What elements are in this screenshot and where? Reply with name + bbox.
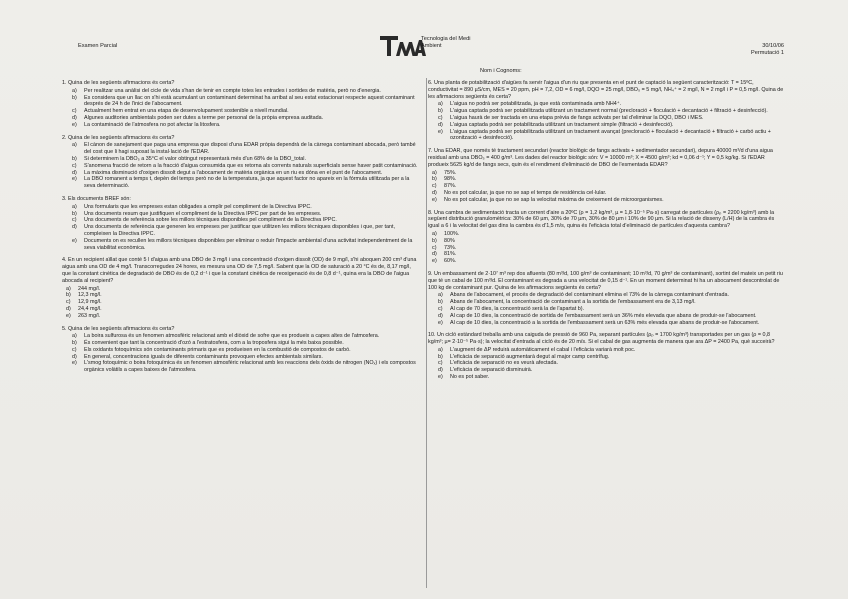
option-text: 12,3 mg/l. [78,292,102,299]
option-letter: c) [66,299,71,306]
question-stem: 2. Quina de les següents afirmacions és certa? [62,134,175,141]
option-letter: a) [72,333,77,340]
option-letter: d) [72,169,77,176]
option-letter: b) [438,353,443,360]
option-letter: a) [438,346,443,353]
question-stem: 1. Quina de les següents afirmacions és certa? [62,80,175,86]
option-text: No es pot calcular, ja que no se sap el temps de residència cel·lular. [444,189,607,196]
option-text: L'augment de ΔP reduirà automàticament el cabal i l'eficàcia variarà molt poc. [450,346,636,353]
option-letter: c) [72,162,77,169]
option-text: Abans de l'abocament, la concentració de contaminant a la sortida de l'embassament era de 3,13 mg/l. [450,299,696,306]
option-text: Per realitzar una anàlisi del cicle de vida s'han de tenir en compte totes les entrades i sortides de matèria, però no d'energia. [84,87,381,94]
exam-date: 30/10/06 [762,43,784,49]
option-text: Al cap de 10 dies, la concentració de sortida de l'embassament serà un 36% més elevada que abans de produir-se l'abocament. [450,312,757,319]
answer-option [432,231,784,238]
option-letter: d) [72,224,77,231]
answer-option [72,354,418,361]
answer-option [66,313,418,320]
question [428,271,784,326]
answer-option [432,251,784,258]
answer-option [438,101,784,108]
option-text: La màxima disminució d'oxigen dissolt degut a l'abocament de matèria orgànica en un riu es dóna en el punt de l'abocament. [84,169,383,176]
answer-option [432,197,784,204]
option-letter: b) [72,340,77,347]
answer-option [72,176,418,190]
option-text: L'smog fotoquímic o boira fotoquímica és un fenomen atmosfèric relacionat amb les reaccions dels òxids de nitrogen (NOₓ) i els compostos orgànics volàtils a capes baixes de l'atmosfera. [84,360,416,374]
answer-option [72,204,418,211]
option-text: Al cap de 10 dies, la concentració a la sortida de l'embassament serà un 63% més elevada que abans de produir-se l'abocament. [450,319,760,326]
option-letter: a) [432,169,437,176]
option-letter: d) [432,189,437,196]
answer-option [438,320,784,327]
option-text: Uns documents de referència sobre les millors tècniques disponibles pel compliment de la Directiva IPPC. [84,217,337,224]
option-text: Documents on es recullen les millors tècniques disponibles per eliminar o reduir l'impacte ambiental d'una activitat independentment de la seva viabilitat econòmica. [84,237,413,251]
question-stem: 3. Els documents BREF són: [62,195,131,202]
option-text: S'anomena fracció de retorn a la fracció d'aigua consumida que es retorna als corrents naturals superficials sense haver patit contaminació. [84,162,418,169]
question-stem: 8. Una cambra de sedimentació tracta un corrent d'aire a 20ºC (ρ = 1,2 kg/m³, µ = 1,8·10⁻⁵ Pa·s) carregat de partícules (ρₚ = 2200 kg/m³) amb la següent distribució granulomètrica: 30% de 60 µm, 30% de 70 µm, 30% de 80 µm i 10% de 90 µm. Si la relació de disseny (L/H) de la cambra és igual a 6 i la velocitat del gas dins la cambra és d'1,5 m/s, quina és l'eficàcia total d'eliminació de partícules d'aquesta cambra? [428,209,775,230]
option-text: 98%. [444,176,457,183]
exam-meta [751,43,784,57]
option-letter: c) [438,305,443,312]
answer-option [432,190,784,197]
option-text: L'aigua haurà de ser tractada en una etapa prèvia de fangs activats per tal d'eliminar la DQO, DBO i MES. [450,114,704,121]
answer-option [72,142,418,156]
question-stem: 4. En un recipient aïllat que conté 5 l d'aigua amb una DBO de 3 mg/l i una concentració d'oxigen dissolt (OD) de 9 mg/l, s'hi aboquen 200 cm³ d'una aigua amb una OD de 4 mg/l. Transcorregudes 24 hores, es mesura una OD de 7,5 mg/l. Sabent que la OD de saturació a 20 °C és de, 8,17 mg/l, que la constant cinètica de degradació de DBO és de 0,2 d⁻¹ i que la constant cinètica de reoxigenació és de 0,8 d⁻¹, quina era la DBO de l'aigua abocada al recipient? [62,257,417,284]
option-text: No es pot calcular, ja que no se sap la velocitat màxima de creixement de microorganismes. [444,196,664,203]
answer-option [432,176,784,183]
question-stem: 10. Un cicló estàndard treballa amb una caiguda de pressió de 960 Pa, separant partícules (ρₚ = 1700 kg/m³) transportades per un gas (ρ = 0,8 kg/m³; µ= 2·10⁻⁵ Pa·s); la velocitat d'entrada al cicló és de 20 m/s. Si el cabal de gas augmenta de manera que ara ΔP = 2400 Pa, què succeirà? [428,332,775,346]
question [62,257,418,319]
question [62,135,418,190]
question-stem: 5. Quina de les següents afirmacions és certa? [62,325,175,332]
left-column [62,80,418,380]
option-letter: e) [438,128,443,135]
option-letter: e) [72,121,77,128]
option-text: No es pot saber. [450,374,490,381]
option-text: Es considera que un llac on s'hi està acumulant un contaminant determinat ha arribat al seu estat estacionari respecte aquest contaminant després de 24 h de l'inici de l'abocament. [84,94,415,108]
option-letter: c) [438,114,443,121]
answer-option [438,115,784,122]
option-text: Actualment hem entrat en una etapa de desenvolupament sostenible a nivell mundial. [84,108,289,115]
option-letter: b) [438,108,443,115]
answer-option [438,367,784,374]
option-letter: b) [438,299,443,306]
option-text: És convenient que tant la concentració d'ozó a l'estratosfera, com a la troposfera sigui la més baixa possible. [84,340,344,347]
option-letter: e) [72,176,77,183]
option-text: En general, concentracions iguals de diferents contaminants provoquen efectes ambientals similars. [84,353,323,360]
answer-option [438,306,784,313]
exam-type: Examen Parcial [78,43,118,49]
question [62,196,418,251]
option-letter: d) [432,251,437,258]
option-text: Si determinem la DBO₅ a 35°C el valor obtingut representarà més d'un 68% de la DBO_total. [84,155,306,162]
answer-option [72,238,418,252]
option-letter: b) [72,155,77,162]
answer-option [72,122,418,129]
option-text: La boira sulfurosa és un fenomen atmosfèric relacionat amb el diòxid de sofre que es produeix a capes altes de l'atmosfera. [84,333,380,340]
option-letter: e) [72,237,77,244]
answer-option [72,156,418,163]
option-letter: e) [438,374,443,381]
answer-option [438,292,784,299]
answer-option [72,340,418,347]
answer-option [66,306,418,313]
answer-option [432,170,784,177]
answer-option [438,374,784,381]
exam-variant: Permutació 1 [751,50,784,56]
answer-option [432,238,784,245]
answer-option [438,313,784,320]
course-line-2: Ambient [421,43,442,49]
option-text: 75%. [444,169,457,176]
answer-option [438,360,784,367]
option-text: 60%. [444,258,457,265]
option-text: El cànon de sanejament que paga una empresa que disposi d'una EDAR pròpia dependrà de la càrrega contaminant abocada, però també del cost que li hagi suposat la instal·lació de l'EDAR. [84,142,416,156]
option-letter: e) [432,258,437,265]
course-name [421,36,470,50]
option-text: 263 mg/l. [78,312,101,319]
option-text: Els oxidants fotoquímics són contaminants primaris que es produeixen en la combustió de compostos de carbó. [84,346,351,353]
option-letter: d) [72,353,77,360]
option-letter: b) [72,210,77,217]
question [428,332,784,381]
option-text: L'eficàcia de separació disminuirà. [450,367,533,374]
option-letter: e) [438,319,443,326]
option-text: 80% [444,237,455,244]
option-letter: e) [72,360,77,367]
option-text: 12,9 mg/l. [78,299,102,306]
answer-option [66,292,418,299]
question [428,210,784,265]
option-text: Uns documents de referència que generen les empreses per justificar que utilitzen les millors tècniques disponibles i que, per tant, compleixen la Directiva IPPC. [84,224,396,237]
option-letter: a) [66,285,71,292]
answer-option [66,299,418,306]
answer-option [72,170,418,177]
answer-option [72,224,418,238]
option-letter: b) [72,94,77,101]
answer-option [72,360,418,374]
course-line-1: Tecnologia del Medi [421,36,471,42]
option-text: Abans de l'abocament, el procés de degradació del contaminant elimina el 73% de la càrrega contaminant d'entrada. [450,292,729,299]
option-text: 24,4 mg/l. [78,305,102,312]
question-stem: 7. Una EDAR, que només té tractament secundari (reactor biològic de fangs activats + sedimentador secundari), depura 40000 m³/d d'una aigua residual amb una DBO₅ = 400 g/m³. Les dades del reactor biològic són: V = 10000 m³; X = 4500 g/m³; kd = 0,06 d⁻¹; Y = 0,5 kg/kg. Si l'EDAR produeix 5625 kg/d de fangs secs, quin és el rendiment d'eliminació de DBO de l'esmentada EDAR? [428,148,773,168]
answer-option [438,122,784,129]
option-letter: d) [66,305,71,312]
option-letter: c) [438,360,443,367]
question [62,326,418,375]
answer-option [438,354,784,361]
answer-option [72,163,418,170]
option-text: Al cap de 70 dies, la concentració serà la de l'apartat b). [450,305,585,312]
option-text: 244 mg/l. [78,285,101,292]
answer-option [72,347,418,354]
answer-option [432,245,784,252]
answer-option [66,286,418,293]
answer-option [72,88,418,95]
tma-logo [378,32,426,62]
option-text: La contaminació de l'atmosfera no pot afectar la litosfera. [84,121,221,128]
answer-option [432,258,784,265]
option-letter: b) [432,237,437,244]
answer-option [72,95,418,109]
option-text: L'aigua captada podrà ser potabilitzada utilitzant un tractament simple (filtració + desinfecció). [450,121,674,128]
answer-option [72,115,418,122]
option-text: L'eficàcia de separació no es veurà afectada. [450,360,559,367]
name-label: Nom i Cognoms: [480,68,522,74]
option-text: Uns formularis que les empreses estan obligades a omplir pel compliment de la Directiva IPPC. [84,203,312,210]
option-letter: d) [72,114,77,121]
option-text: 81%. [444,251,457,258]
answer-option [438,129,784,143]
answer-option [72,108,418,115]
option-letter: b) [66,292,71,299]
option-letter: e) [66,312,71,319]
option-letter: c) [432,183,437,190]
option-text: Uns documents resum que justifiquen el compliment de la Directiva IPPC per part de les empreses. [84,210,322,217]
option-letter: a) [438,101,443,108]
column-divider [426,78,427,588]
option-letter: d) [438,367,443,374]
option-text: 100%. [444,230,460,237]
option-text: 73%. [444,244,457,251]
answer-option [438,347,784,354]
option-letter: a) [72,203,77,210]
question-stem: 9. Un embassament de 2·10⁷ m³ rep dos afluents (80 m³/d, 100 g/m³ de contaminant; 10 m³/d, 70 g/m³ de contaminant), sortint del mateix un petit riu que té un cabal de 100 m³/d. El contaminant es degrada a una velocitat de 0,15 d⁻¹. En un moment determinat hi ha un abocament descontrolat de 100 kg de contaminant pur. Quina de les afirmacions següents és certa? [428,270,783,291]
right-column [428,80,784,387]
option-text: L'eficàcia de separació augmentarà degut al major camp centrífug. [450,353,610,360]
answer-option [438,108,784,115]
option-text: La DBO romanent a temps t, depèn del temps però no de la temperatura, ja que aquest factor no apareix en la fórmula utilitzada per a la seva determinació. [84,176,410,190]
option-letter: a) [432,230,437,237]
answer-option [438,299,784,306]
option-letter: c) [432,244,437,251]
question [62,80,418,129]
option-letter: a) [72,142,77,149]
option-letter: c) [72,108,77,115]
option-letter: c) [72,346,77,353]
option-text: L'aigua captada podrà ser potabilitzada utilitzant un tractament avançat (precloració + floculació + decantació + filtració + carbó actiu + ozonització + desinfecció). [450,128,771,142]
answer-option [72,217,418,224]
option-letter: d) [438,312,443,319]
option-letter: d) [438,121,443,128]
question-stem: 6. Una planta de potabilització d'aigües fa servir l'aigua d'un riu que presenta en el punt de captació la següent caracterització: T = 15ºC, conductivitat = 890 µS/cm, MES = 20 ppm, pH = 7,2, OD = 6 mg/l, DQO = 25 mg/l, DBO₅ = 5 mg/l, NH₄⁺ = 2 mg/l, N = 2 mg/l i P = 0,5 mg/l. Quina de les afirmacions següents és certa? [428,80,784,100]
option-letter: a) [72,87,77,94]
option-letter: c) [72,217,77,224]
option-letter: a) [438,292,443,299]
answer-option [72,211,418,218]
option-letter: e) [432,196,437,203]
option-text: Algunes auditories ambientals poden ser dutes a terme per personal de la pròpia empresa auditada. [84,114,324,121]
option-letter: b) [432,176,437,183]
answer-option [432,183,784,190]
option-text: L'aigua captada podrà ser potabilitzada utilitzant un tractament normal (precloració + floculació + decantació + filtració + desinfecció). [450,108,768,115]
question [428,148,784,203]
option-text: L'aigua no podrà ser potabilitzada, ja que està contaminada amb NH4⁺. [450,101,622,108]
question [428,80,784,142]
option-text: 87%. [444,183,457,190]
